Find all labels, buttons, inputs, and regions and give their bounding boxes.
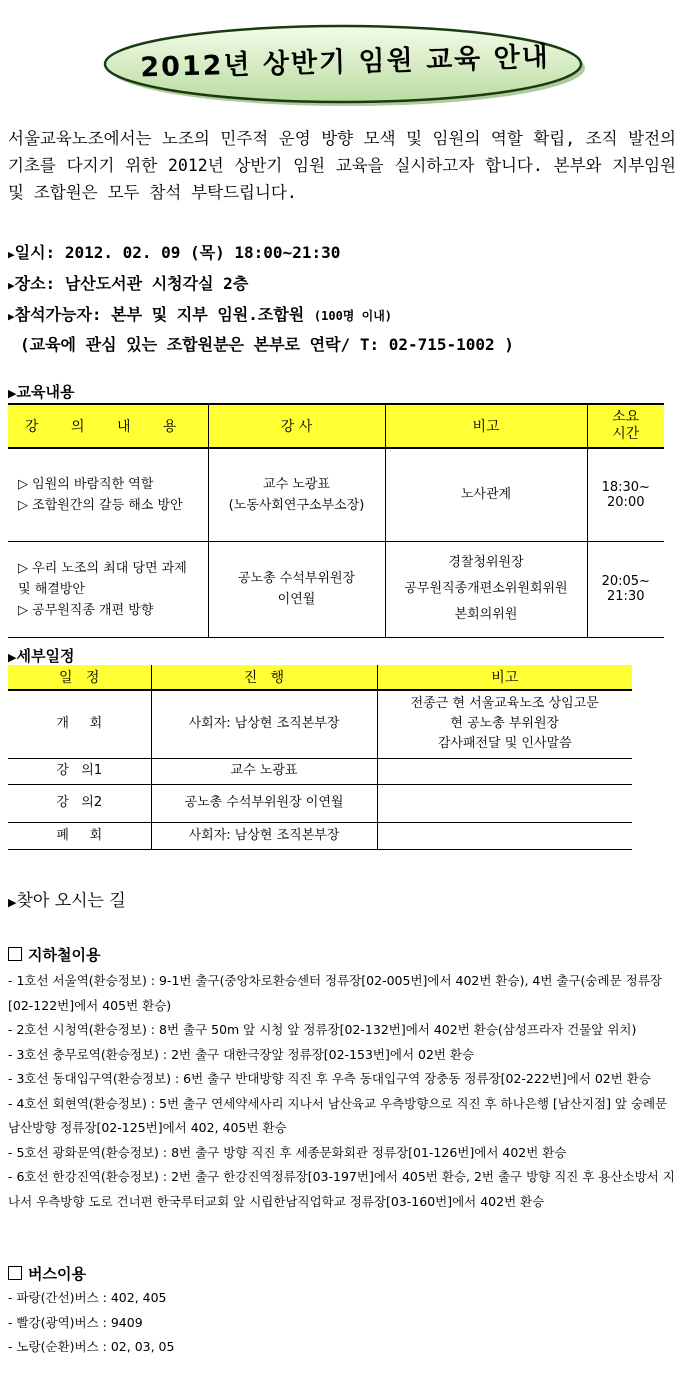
- list-item: - 4호선 회현역(환승정보) : 5번 출구 연세약세사리 지나서 남산육교 우측방향으로 직진 후 하나은행 [남산지점] 앞 숭례문 남산방향 정류장[02-125번]에서 402, 405번 환승: [8, 1095, 668, 1135]
- table-row: [8, 784, 632, 822]
- intro-paragraph: 서울교육노조에서는 노조의 민주적 운영 방향 모색 및 임원의 역할 확립, 조직 발전의 기초를 다지기 위한 2012년 상반기 임원 교육을 실시하고자 합니다. 본부와 지부임원 및 조합원은 모두 참석 부탁드립니다.: [8, 129, 676, 202]
- header-note: 비고: [385, 404, 587, 448]
- checkbox-square-icon: [8, 1266, 22, 1280]
- subway-list: [8, 969, 676, 1214]
- schedule-host: 교수 노광표: [151, 758, 377, 784]
- lecture-content: ▷ 우리 노조의 최대 당면 과제 및 해결방안 ▷ 공무원직종 개편 방향: [8, 541, 208, 637]
- list-item: - 6호선 한강진역(환승정보) : 2번 출구 한강진역정류장[03-197번]에서 405번 환승, 2번 출구 방향 직진 후 용산소방서 지나서 우측방향 도로 건너편 한국루터교회 앞 시립한남직업학교 정류장[03-160번]에서 402번 환승: [8, 1169, 675, 1209]
- table-header-row: [8, 665, 632, 690]
- contact-line: (교육에 관심 있는 조합원분은 본부로 연락/ T: 02-715-1002 ): [20, 335, 514, 354]
- header-time: 소요 시간: [587, 404, 664, 448]
- header-lecturer: 강 사: [208, 404, 385, 448]
- schedule-note: 전종근 현 서울교육노조 상임고문 현 공노총 부위원장 감사패전달 및 인사말씀: [377, 690, 632, 758]
- schedule-item: 개 회: [8, 690, 151, 758]
- attendee-value: 본부 및 지부 임원.조합원: [111, 305, 314, 324]
- schedule-note: [377, 822, 632, 849]
- lecture-note: 노사관계: [385, 448, 587, 541]
- list-item: - 5호선 광화문역(환승정보) : 8번 출구 방향 직진 후 세종문화회관 정류장[01-126번]에서 402번 환승: [8, 1144, 567, 1160]
- list-item: - 노랑(순환)버스 : 02, 03, 05: [8, 1339, 175, 1354]
- table-row: [8, 541, 664, 637]
- schedule-item: 강 의2: [8, 784, 151, 822]
- lecture-table: [8, 403, 664, 638]
- table-row: [8, 822, 632, 849]
- checkbox-square-icon: [8, 947, 22, 961]
- page-title: 2012년 상반기 임원 교육 안내: [139, 41, 551, 84]
- table-row: [8, 758, 632, 784]
- list-item: - 3호선 동대입구역(환승정보) : 6번 출구 반대방향 직진 후 우측 동대입구역 장충동 정류장[02-222번]에서 02번 환승: [8, 1071, 651, 1086]
- schedule-table: [8, 665, 632, 850]
- schedule-note: [377, 784, 632, 822]
- list-item: - 2호선 시청역(환승정보) : 8번 출구 50m 앞 시청 앞 정류장[02-132번]에서 402번 환승(삼성프라자 건물앞 위치): [8, 1022, 637, 1037]
- attendee-limit: (100명 이내): [313, 309, 393, 323]
- subway-heading: 지하철이용: [8, 944, 100, 965]
- table-row: [8, 448, 664, 541]
- date-value: 2012. 02. 09 (목) 18:00~21:30: [64, 243, 341, 262]
- bus-list: [8, 1286, 676, 1360]
- table-header-row: [8, 404, 664, 448]
- schedule-note: [377, 758, 632, 784]
- lecture-time: 20:05~ 21:30: [587, 541, 664, 637]
- schedule-heading: ▶세부일정: [8, 647, 75, 665]
- bullet-icon: ▶: [8, 310, 15, 323]
- header-content: 강 의 내 용: [8, 404, 208, 448]
- list-item: - 1호선 서울역(환승정보) : 9-1번 출구(중앙차로환승센터 정류장[02-005번]에서 402번 환승), 4번 출구(숭례문 정류장[02-122번]에서 405번 환승): [8, 973, 662, 1013]
- list-item: - 파랑(간선)버스 : 402, 405: [8, 1290, 167, 1305]
- lecture-time: 18:30~ 20:00: [587, 448, 664, 541]
- lecture-note: 경찰청위원장 공무원직종개편소위원회위원 본회의위원: [385, 541, 587, 637]
- header-item: 일 정: [8, 665, 151, 690]
- bullet-icon: ▶: [8, 279, 15, 292]
- bullet-icon: ▶: [8, 387, 17, 400]
- place-value: 남산도서관 시청각실 2층: [64, 274, 249, 293]
- schedule-host: 공노총 수석부위원장 이연월: [151, 784, 377, 822]
- lecturer: 공노총 수석부위원장 이연월: [208, 541, 385, 637]
- bullet-icon: ▶: [8, 651, 17, 664]
- date-line: ▶일시: 2012. 02. 09 (목) 18:00~21:30: [8, 243, 341, 262]
- schedule-item: 폐 회: [8, 822, 151, 849]
- directions-heading: ▶찾아 오시는 길: [8, 891, 126, 911]
- title-banner: [100, 18, 590, 112]
- list-item: - 3호선 충무로역(환승정보) : 2번 출구 대한극장앞 정류장[02-153번]에서 02번 환승: [8, 1046, 475, 1062]
- bullet-icon: ▶: [8, 896, 17, 909]
- bullet-icon: ▶: [8, 248, 15, 261]
- schedule-item: 강 의1: [8, 758, 151, 784]
- schedule-host: 사회자: 남상현 조직본부장: [151, 822, 377, 849]
- header-host: 진 행: [151, 665, 377, 690]
- list-item: - 빨강(광역)버스 : 9409: [8, 1314, 143, 1330]
- header-note: 비고: [377, 665, 632, 690]
- attendee-line: ▶참석가능자: 본부 및 지부 임원.조합원 (100명 이내): [8, 305, 393, 324]
- schedule-host: 사회자: 남상현 조직본부장: [151, 690, 377, 758]
- lecturer: 교수 노광표 (노동사회연구소부소장): [208, 448, 385, 541]
- lecture-heading: ▶교육내용: [8, 383, 75, 401]
- table-row: [8, 690, 632, 758]
- place-line: ▶장소: 남산도서관 시청각실 2층: [8, 274, 249, 293]
- bus-heading: 버스이용: [8, 1263, 86, 1284]
- lecture-content: ▷ 임원의 바람직한 역할 ▷ 조합원간의 갈등 해소 방안: [8, 448, 208, 541]
